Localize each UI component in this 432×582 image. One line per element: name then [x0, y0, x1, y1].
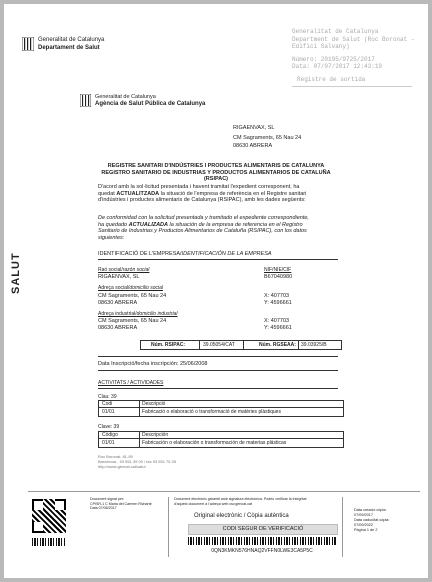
side-label: SALUT [10, 252, 22, 294]
footer-top-rule [28, 491, 420, 492]
inscription-date: Data Inscripció/fecha inscripción: 25/06/2008 [98, 361, 208, 367]
rgseaa-label: Núm. RGSEAA: [259, 342, 296, 348]
activity-2-desc: Fabricación o elaboración o transformación de materias plásticas [142, 440, 287, 446]
social-address: CM Sagraments, 65 Nau 24 08630 ABRERA [98, 293, 167, 306]
original-copy-label: Original electrònic / Còpia autèntica [194, 513, 289, 519]
industrial-address: CM Sagraments, 65 Nau 24 08630 ABRERA [98, 318, 167, 331]
electronic-notice: Document electrònic garantit amb signatura electrònica. Podeu verificar la integritat d'aquest document a l'adreça web csv.gencat.cat [174, 497, 307, 506]
inscription-divider-top [98, 356, 338, 357]
recipient-address: RIGAENVAX, SL CM Sagraments, 65 Nau 24 08630 ABRERA [233, 125, 302, 149]
agency-footer-address: Roc Boronat, 81-95 Barcelona - 93 551 39 00 / fax 93 551 75 05 http://www.gencat.cat/salut [98, 454, 177, 469]
verification-code[interactable]: 0QN3KMKN576HNAQ2VFFN0LWE3CA5P5C [211, 548, 313, 554]
rsipac-label: Núm. RSIPAC: [151, 342, 186, 348]
social-address-label: Adreça social/domicilio social [98, 285, 164, 291]
registry-title: REGISTRE SANITARI D'INDÚSTRIES I PRODUCTES ALIMENTARIS DE CATALUNYA REGISTRO SANITARIO DE INDUSTRIAS Y PRODUCTOS ALIMENTARIOS DE CATALUÑA (RSIPAC) [101, 163, 331, 182]
agency-name: Agència de Salut Pública de Catalunya [95, 101, 206, 107]
rgseaa-number: 39.03925/B [301, 342, 327, 348]
logo-icon [22, 37, 34, 51]
verification-barcode-icon [188, 537, 336, 545]
agency-org-name: Generalitat de Catalunya [95, 94, 156, 100]
copy-dates: Data creació còpia: 07/09/2017 Data caducitat còpia: 07/09/2022 Pàgina 1 de 2 [354, 508, 390, 532]
identification-divider [98, 259, 338, 260]
document-page [4, 4, 428, 578]
activity-2-code-header: Código [102, 432, 118, 438]
agency-logo-icon [80, 94, 91, 107]
company-name-label: Raó social/razón social [98, 267, 150, 273]
header-org-name: Generalitat de Catalunya [38, 37, 105, 43]
activity-1-desc-header: Descripció [142, 401, 166, 407]
industrial-address-label: Adreça industrial/domicilio industrial [98, 311, 178, 317]
activity-1-code: 01/01 [102, 409, 115, 415]
verification-code-box [188, 524, 338, 535]
tax-id: B67040980 [264, 274, 293, 280]
inscription-divider-bottom [98, 370, 338, 371]
intro-catalan: D'acord amb la sol·licitud presentada i havent tramitat l'expedient corresponent, ha quedat ACTUALITZADA la situació de l'empresa de referència en el Registre sanitari d'indústries i productes alimentaris de Catalunya (RSIPAC), amb les dades següents: [98, 184, 307, 203]
verification-code-title: CODI SEGUR DE VERIFICACIÓ [222, 526, 304, 532]
registry-numbers-box [140, 340, 342, 350]
activity-2-table [98, 431, 344, 448]
activity-1-key-label: Clau: 39 [98, 394, 117, 400]
activity-2-code: 01/01 [102, 440, 115, 446]
activities-header: ACTIVITATS / ACTIVIDADES [98, 380, 164, 386]
signer-info: Document signat per: CPISR-1 C Maria del Carmen Richarte Data 07/06/2017 [90, 497, 152, 510]
qr-code-icon [32, 499, 66, 533]
tax-id-label: NIF/NIE/CIF [264, 267, 292, 273]
registry-stamp: Generalitat de Catalunya Department de Salut (Roc Boronat - Edifici Salvany) Número: 20195/9725/2017 Data: 07/07/2017 12:43:19 Registre de sortida [292, 28, 415, 83]
header-department: Departament de Salut [38, 45, 100, 51]
stamp-divider [292, 86, 412, 87]
footer-divider-2 [342, 497, 343, 557]
identification-header: IDENTIFICACIÓ DE L'EMPRESA/IDENTIFICACIÓN DE LA EMPRESA [98, 251, 272, 257]
activity-1-code-header: Codi [102, 401, 113, 407]
social-coordinates: X: 407703 Y: 4596661 [264, 293, 292, 306]
activity-1-table [98, 400, 344, 417]
activity-2-desc-header: Descripción [142, 432, 169, 438]
company-name: RIGAENVAX, SL [98, 274, 140, 280]
barcode-icon [32, 538, 66, 546]
rsipac-number: 39.05054/CAT [203, 342, 235, 348]
activity-2-key-label: Clave: 39 [98, 424, 120, 430]
activities-divider [98, 388, 338, 389]
intro-spanish: De conformidad con la solicitud presentada y tramitado el expediente correspondiente, ha quedado ACTUALIZADA la situación de la empresa de referencia en el Registro Sanitario de Industrias y Productos Alimentarios de Cataluña (RSIPAC), con los datos siguientes: [98, 215, 309, 241]
activity-1-desc: Fabricació o elaboració o transformació de matèries plàstiques [142, 409, 281, 415]
industrial-coordinates: X: 407703 Y: 4596661 [264, 318, 292, 331]
